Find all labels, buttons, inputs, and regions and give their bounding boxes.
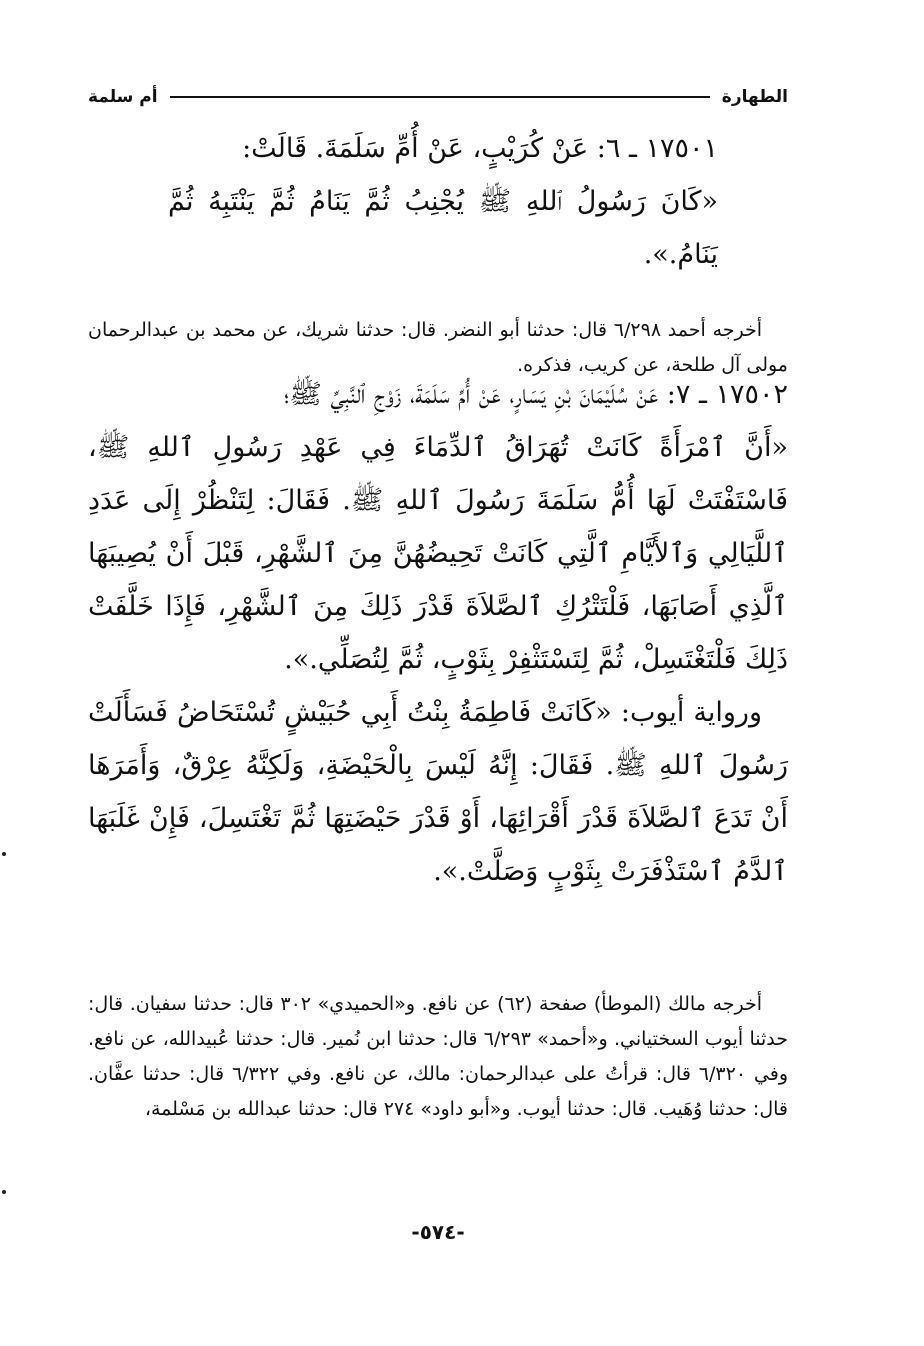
takhrij-note-17502 — [88, 987, 788, 1127]
hadith-17501 — [168, 122, 718, 281]
hadith-variant: ورواية أيوب: «كَانَتْ فَاطِمَةُ بِنْتُ أَبِي حُبَيْشٍ تُسْتَحَاضُ فَسَأَلَتْ رَسُولَ ٱللهِ ﷺ. فَقَالَ: إِنَّهُ لَيْسَ بِالْحَيْضَةِ، وَلَكِنَّهُ عِرْقٌ، وَأَمَرَهَا أَنْ تَدَعَ ٱلصَّلاَةَ قَدْرَ أَقْرَائِهَا، أَوْ قَدْرَ حَيْضَتِهَا ثُمَّ تَغْتَسِلَ، فَإِنْ غَلَبَهَا ٱلدَّمُ ٱسْتَذْفَرَتْ بِثَوْبٍ وَصَلَّتْ.». — [88, 697, 788, 887]
chapter-title: الطهارة — [721, 87, 788, 107]
takhrij-text: أخرجه مالك (الموطأ) صفحة (٦٢) عن نافع. و«الحميدي» ٣٠٢ قال: حدثنا سفيان. قال: حدثنا أيوب السختياني. و«أحمد» ٦/٢٩٣ قال: حدثنا ابن نُمير. قال: حدثنا عُبيدالله، عن نافع. وفي ٦/٣٢٠ قال: قرأتُ على عبدالرحمان: مالك، عن نافع. وفي ٦/٣٢٢ قال: حدثنا عفَّان. قال: حدثنا وُهَيب. قال: حدثنا أيوب. و«أبو داود» ٢٧٤ قال: حدثنا عبدالله بن مَسْلمة، — [88, 993, 788, 1120]
book-page — [88, 70, 788, 1300]
header-rule — [170, 96, 710, 98]
section-title: أم سلمة — [88, 87, 158, 107]
hadith-heading: ١٧٥٠١ ـ ٦: عَنْ كُرَيْبٍ، عَنْ أُمِّ سَلَمَةَ. قَالَتْ: — [242, 133, 718, 164]
margin-mark — [2, 852, 6, 856]
hadith-17502 — [88, 368, 788, 898]
hadith-text: «كَانَ رَسُولُ ٱللهِ ﷺ يُجْنِبُ ثُمَّ يَنَامُ ثُمَّ يَنْتَبِهُ ثُمَّ يَنَامُ.». — [168, 186, 718, 270]
takhrij-text: أخرجه أحمد ٦/٢٩٨ قال: حدثنا أبو النضر. قال: حدثنا شريك، عن محمد بن عبدالرحمان مولى آل طلحة، عن كريب، فذكره. — [88, 319, 788, 376]
hadith-heading: ١٧٥٠٢ ـ ٧: عَنْ سُلَيْمَانَ بْنِ يَسَارٍ، عَنْ أُمِّ سَلَمَةَ، زَوْجِ ٱلنَّبِيِّ ﷺ؛ — [283, 379, 788, 410]
hadith-text: «أَنَّ ٱمْرَأَةً كَانَتْ تُهَرَاقُ ٱلدِّمَاءَ فِي عَهْدِ رَسُولِ ٱللهِ ﷺ، فَاسْتَفْتَتْ لَهَا أُمُّ سَلَمَةَ رَسُولَ ٱللهِ ﷺ. فَقَالَ: لِتَنْظُرْ إِلَى عَدَدِ ٱللَّيَالِي وَٱلأَيَّامِ ٱلَّتِي كَانَتْ تَحِيضُهُنَّ مِنَ ٱلشَّهْرِ، قَبْلَ أَنْ يُصِيبَهَا ٱلَّذِي أَصَابَهَا، فَلْتَتْرُكِ ٱلصَّلاَةَ قَدْرَ ذَلِكَ مِنَ ٱلشَّهْرِ، فَإِذَا خَلَّفَتْ ذَلِكَ فَلْتَغْتَسِلْ، ثُمَّ لِتَسْتَثْفِرْ بِثَوْبٍ، ثُمَّ لِتُصَلِّي.». — [88, 432, 788, 675]
page-number: -٥٧٤- — [411, 1220, 465, 1244]
running-header — [88, 82, 788, 112]
margin-mark — [2, 1190, 6, 1194]
